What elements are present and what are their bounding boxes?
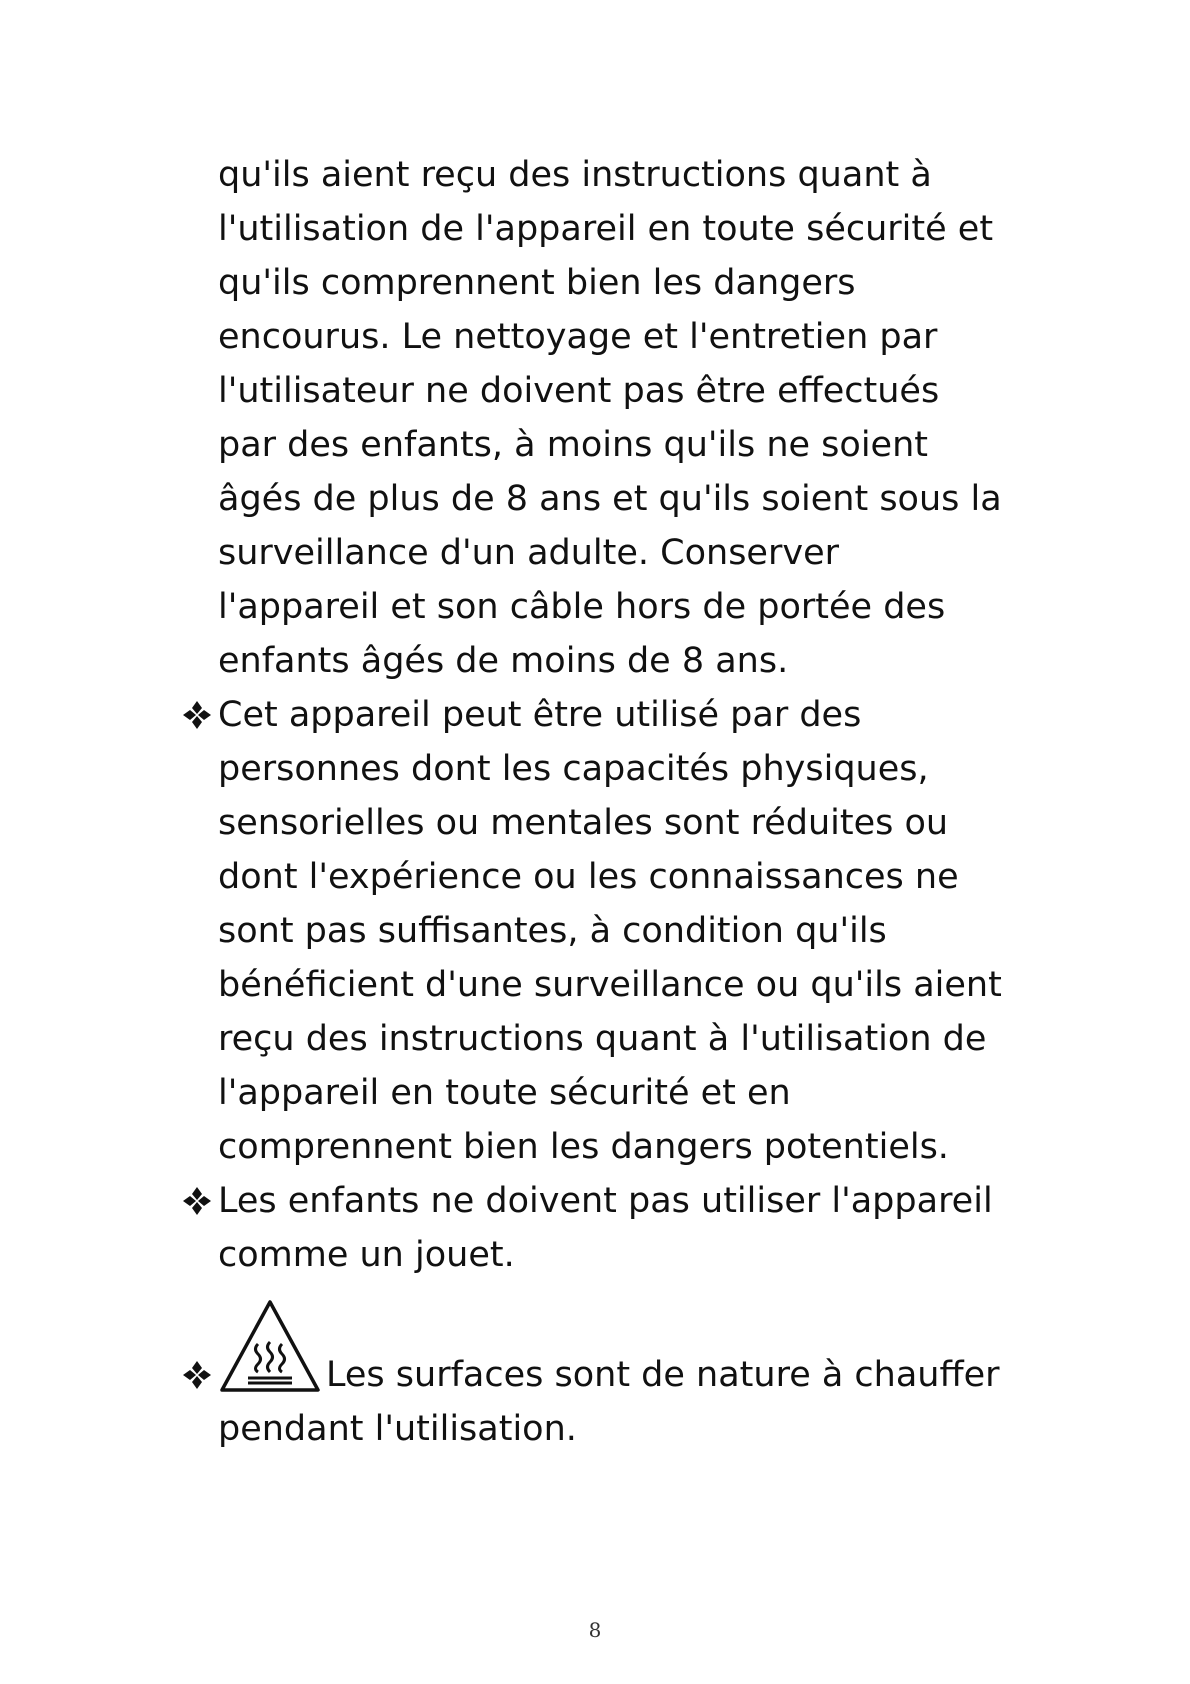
- four-diamond-bullet-icon: [178, 1174, 216, 1228]
- text-line: Les surfaces sont de nature à chauffer: [326, 1355, 1000, 1395]
- text-line: comme un jouet.: [218, 1235, 515, 1275]
- text-line: l'appareil et son câble hors de portée des: [218, 587, 946, 627]
- page-number: 8: [588, 1618, 602, 1642]
- text-line: qu'ils aient reçu des instructions quant à: [218, 155, 932, 195]
- text-line: bénéficient d'une surveillance ou qu'ils aient: [218, 965, 1002, 1005]
- text-line: personnes dont les capacités physiques,: [218, 749, 929, 789]
- bullet-item-children-toy: [178, 1174, 1038, 1282]
- text-line: sont pas suffisantes, à condition qu'ils: [218, 911, 887, 951]
- text-line: âgés de plus de 8 ans et qu'ils soient sous la: [218, 479, 1002, 519]
- bullet-item-hot-surface: [178, 1294, 1038, 1456]
- text-line: dont l'expérience ou les connaissances ne: [218, 857, 959, 897]
- text-line: par des enfants, à moins qu'ils ne soient: [218, 425, 928, 465]
- text-line: l'utilisation de l'appareil en toute sécurité et: [218, 209, 994, 249]
- text-line: l'utilisateur ne doivent pas être effectués: [218, 371, 940, 411]
- four-diamond-bullet-icon: [178, 1348, 216, 1402]
- page-content: [178, 148, 1038, 1456]
- text-line: Cet appareil peut être utilisé par des: [218, 695, 862, 735]
- text-line: l'appareil en toute sécurité et en: [218, 1073, 791, 1113]
- text-line: Les enfants ne doivent pas utiliser l'appareil: [218, 1181, 993, 1221]
- text-line: surveillance d'un adulte. Conserver: [218, 533, 839, 573]
- hot-surface-warning-icon: [218, 1298, 322, 1398]
- text-line: qu'ils comprennent bien les dangers: [218, 263, 856, 303]
- bullet-item-capacities: [178, 688, 1038, 1174]
- text-line: reçu des instructions quant à l'utilisation de: [218, 1019, 987, 1059]
- hot-surface-first-line: [218, 1294, 1038, 1402]
- text-line: sensorielles ou mentales sont réduites ou: [218, 803, 949, 843]
- text-line: encourus. Le nettoyage et l'entretien par: [218, 317, 938, 357]
- continued-paragraph: [178, 148, 1038, 688]
- text-line: comprennent bien les dangers potentiels.: [218, 1127, 949, 1167]
- text-line: pendant l'utilisation.: [218, 1409, 577, 1449]
- text-line: enfants âgés de moins de 8 ans.: [218, 641, 789, 681]
- four-diamond-bullet-icon: [178, 688, 216, 742]
